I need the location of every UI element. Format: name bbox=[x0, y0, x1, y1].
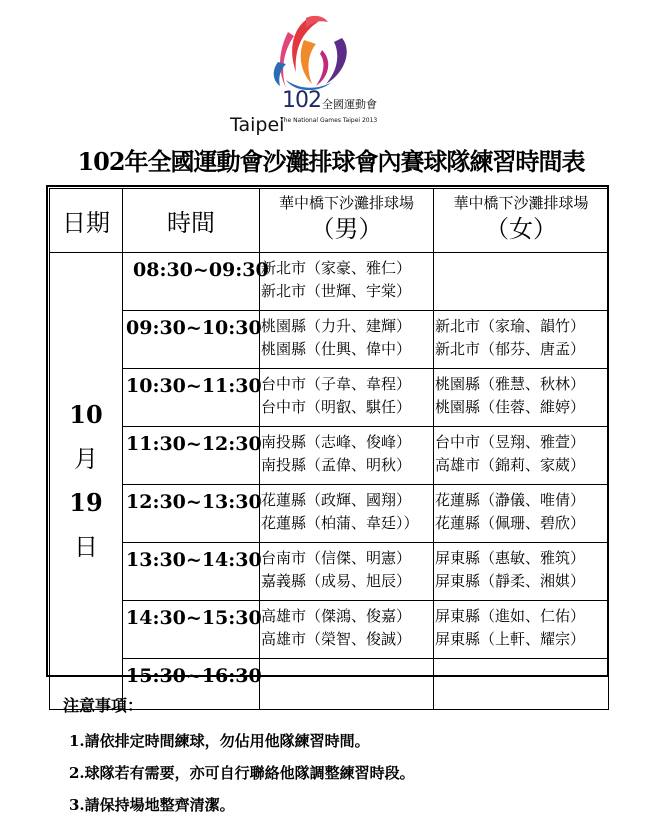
time-slot: 08:30~09:30 bbox=[123, 253, 260, 311]
header-time: 時間 bbox=[123, 189, 260, 253]
team-entry: 花蓮縣（柏蒲、韋廷）） bbox=[261, 514, 419, 532]
team-entry: 屏東縣（進如、仁佑） bbox=[435, 607, 586, 625]
team-entry: 新北市（郁芬、唐孟） bbox=[435, 340, 586, 358]
team-entry: 桃園縣（仕興、偉中） bbox=[261, 340, 412, 358]
notes-section bbox=[63, 693, 623, 826]
team-entry: 高雄市（榮智、俊誠） bbox=[261, 630, 412, 648]
table-row bbox=[50, 601, 609, 659]
team-entry: 屏東縣（上軒、耀宗） bbox=[435, 630, 586, 648]
logo-chinese-name: 全國運動會 bbox=[322, 98, 377, 111]
table-row bbox=[50, 311, 609, 369]
team-entry: 高雄市（傑鴻、俊嘉） bbox=[261, 607, 412, 625]
teams-men-cell bbox=[260, 369, 434, 427]
date-line: 日 bbox=[74, 533, 98, 561]
notes-title: 注意事項： bbox=[63, 696, 144, 715]
table-row bbox=[50, 543, 609, 601]
note-item-3: 3.請保持場地整齊清潔。 bbox=[69, 796, 235, 814]
time-slot: 09:30~10:30 bbox=[123, 311, 260, 369]
team-entry: 南投縣（志峰、俊峰） bbox=[261, 433, 412, 451]
header-date: 日期 bbox=[50, 189, 123, 253]
team-entry: 桃園縣（力升、建輝） bbox=[261, 317, 412, 335]
team-entry: 台中市（昱翔、雅萱） bbox=[435, 433, 586, 451]
table-row bbox=[50, 369, 609, 427]
team-entry: 台中市（明叡、騏任） bbox=[261, 398, 412, 416]
table-header-row bbox=[50, 189, 609, 253]
venue-women-name: 華中橋下沙灘排球場 bbox=[453, 194, 589, 212]
team-entry: 高雄市（錦莉、家葳） bbox=[435, 456, 586, 474]
team-entry: 屏東縣（靜柔、湘娸） bbox=[435, 572, 586, 590]
team-entry: 花蓮縣（佩珊、碧欣） bbox=[435, 514, 586, 532]
table-row bbox=[50, 427, 609, 485]
time-slot: 12:30~13:30 bbox=[123, 485, 260, 543]
note-item-1: 1.請依排定時間練球，勿佔用他隊練習時間。 bbox=[69, 732, 370, 750]
date-line: 10 bbox=[69, 400, 103, 429]
team-entry: 新北市（家豪、雅仁） bbox=[261, 259, 412, 277]
teams-men-cell bbox=[260, 601, 434, 659]
teams-men-cell bbox=[260, 253, 434, 311]
teams-women-cell bbox=[434, 543, 609, 601]
time-slot: 10:30~11:30 bbox=[123, 369, 260, 427]
venue-men-gender: （男） bbox=[310, 215, 383, 243]
date-line: 19 bbox=[69, 488, 103, 517]
logo-wordmark: Taipei bbox=[230, 114, 285, 136]
document-title: 102年全國運動會沙灘排球會內賽球隊練習時間表 bbox=[77, 147, 585, 176]
table-row bbox=[50, 253, 609, 311]
team-entry: 花蓮縣（政輝、國翔） bbox=[261, 491, 412, 509]
time-slot: 15:30~16:30 bbox=[123, 659, 260, 710]
team-entry: 桃園縣（佳蓉、維婷） bbox=[435, 398, 586, 416]
team-entry: 南投縣（孟偉、明秋） bbox=[261, 456, 412, 474]
practice-schedule-table bbox=[49, 188, 609, 710]
team-entry: 台中市（子韋、韋程） bbox=[261, 375, 412, 393]
teams-women-cell bbox=[434, 369, 609, 427]
team-entry: 屏東縣（惠敏、雅筑） bbox=[435, 549, 586, 567]
teams-men-cell bbox=[260, 311, 434, 369]
team-entry: 花蓮縣（瀞儀、唯倩） bbox=[435, 491, 586, 509]
logo-number: 102 bbox=[282, 88, 321, 113]
note-item-2: 2.球隊若有需要，亦可自行聯絡他隊調整練習時段。 bbox=[69, 764, 415, 782]
teams-men-cell bbox=[260, 543, 434, 601]
teams-women-cell bbox=[434, 427, 609, 485]
games-logo bbox=[222, 10, 422, 136]
team-entry: 台南市（信傑、明憲） bbox=[261, 549, 412, 567]
teams-men-cell bbox=[260, 485, 434, 543]
venue-women-gender: （女） bbox=[485, 215, 557, 243]
team-entry: 嘉義縣（成易、旭辰） bbox=[261, 572, 412, 590]
date-cell bbox=[50, 253, 123, 710]
team-entry: 新北市（家瑜、韻竹） bbox=[435, 317, 586, 335]
venue-men-name: 華中橋下沙灘排球場 bbox=[278, 194, 414, 212]
teams-women-cell bbox=[434, 601, 609, 659]
team-entry: 桃園縣（雅慧、秋林） bbox=[435, 375, 586, 393]
header-venue-men bbox=[260, 189, 434, 253]
teams-women-cell bbox=[434, 485, 609, 543]
time-slot: 14:30~15:30 bbox=[123, 601, 260, 659]
teams-women-cell bbox=[434, 253, 609, 311]
date-line: 月 bbox=[74, 445, 98, 473]
teams-men-cell bbox=[260, 427, 434, 485]
table-row bbox=[50, 485, 609, 543]
header-venue-women bbox=[434, 189, 609, 253]
logo-english-name: The National Games Taipei 2013 bbox=[280, 117, 378, 124]
teams-women-cell bbox=[434, 311, 609, 369]
time-slot: 13:30~14:30 bbox=[123, 543, 260, 601]
team-entry: 新北市（世輝、宇棠） bbox=[261, 282, 412, 300]
time-slot: 11:30~12:30 bbox=[123, 427, 260, 485]
